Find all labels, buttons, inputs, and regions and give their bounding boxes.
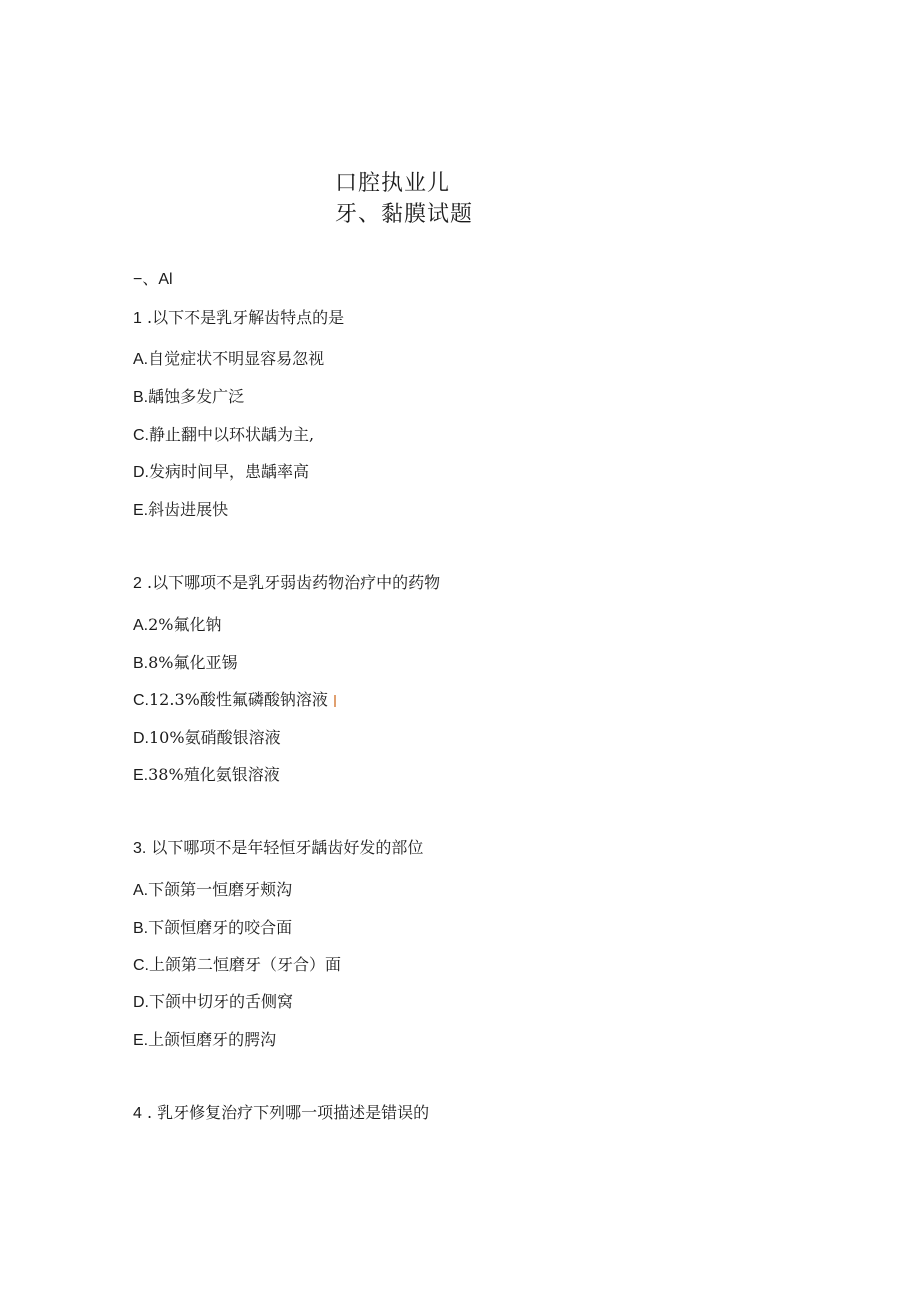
- option-letter: E.: [133, 767, 149, 784]
- q1-option-d: [133, 462, 309, 483]
- option-letter: E.: [133, 1032, 149, 1049]
- q2-option-e: [133, 765, 280, 786]
- option-letter: D.: [133, 464, 149, 481]
- option-text: 下颌第一恒磨牙颊沟: [148, 880, 293, 899]
- option-text: 38%殖化氨银溶液: [148, 765, 280, 784]
- question-text: .以下不是乳牙解齿特点的是: [141, 308, 345, 327]
- option-letter: C.: [133, 692, 149, 709]
- q2-option-b: [133, 653, 238, 674]
- option-letter: E.: [133, 502, 149, 519]
- option-text: 自觉症状不明显容易忽视: [148, 349, 325, 368]
- q1-option-b: [133, 387, 244, 408]
- question-1-stem: [133, 308, 344, 329]
- q3-option-b: [133, 918, 292, 939]
- question-2-stem: [133, 573, 440, 594]
- q2-option-d: [133, 728, 281, 749]
- option-text: 2%氟化钠: [148, 615, 222, 634]
- q3-option-c: [133, 955, 341, 976]
- option-text: 上颌恒磨牙的腭沟: [148, 1030, 277, 1049]
- option-letter: B.: [133, 389, 149, 406]
- option-text: 12.3%酸性氟磷酸钠溶液: [149, 690, 328, 709]
- option-letter: A.: [133, 351, 149, 368]
- option-text: 斜齿进展快: [148, 500, 229, 519]
- question-number: 2: [133, 575, 142, 592]
- document-title-line-1: 口腔执业儿: [335, 171, 451, 196]
- option-text: 静止翻中以环状龋为主,: [149, 425, 315, 444]
- question-text: 以下哪项不是年轻恒牙龋齿好发的部位: [146, 838, 424, 857]
- scan-mark: [334, 695, 336, 707]
- document-title-line-2: 牙、黏膜试题: [335, 202, 474, 227]
- section-heading: −、Al: [133, 271, 173, 288]
- option-letter: B.: [133, 655, 149, 672]
- option-letter: A.: [133, 617, 149, 634]
- question-number: 4: [133, 1105, 142, 1122]
- option-letter: D.: [133, 994, 149, 1011]
- q1-option-a: [133, 349, 324, 370]
- q2-option-c: [133, 690, 336, 711]
- option-text: 发病时间早，患龋率高: [149, 462, 310, 481]
- question-number: 1: [133, 310, 142, 327]
- option-letter: A.: [133, 882, 149, 899]
- q1-option-e: [133, 500, 228, 521]
- option-text: 下颌恒磨牙的咬合面: [148, 918, 293, 937]
- option-text: 龋蚀多发广泛: [148, 387, 245, 406]
- q1-option-c: [133, 425, 314, 446]
- question-text: . 乳牙修复治疗下列哪一项描述是错误的: [141, 1103, 430, 1122]
- option-letter: C.: [133, 957, 149, 974]
- q3-option-d: [133, 992, 293, 1013]
- option-letter: D.: [133, 730, 149, 747]
- q2-option-a: [133, 615, 222, 636]
- option-letter: B.: [133, 920, 149, 937]
- question-3-stem: [133, 838, 423, 859]
- question-number: 3.: [133, 840, 147, 857]
- q3-option-e: [133, 1030, 276, 1051]
- question-text: .以下哪项不是乳牙弱齿药物治疗中的药物: [141, 573, 441, 592]
- question-4-stem: [133, 1103, 429, 1124]
- option-letter: C.: [133, 427, 149, 444]
- option-text: 下颌中切牙的舌侧窝: [149, 992, 294, 1011]
- q3-option-a: [133, 880, 292, 901]
- option-text: 10%氨硝酸银溶液: [149, 728, 281, 747]
- option-text: 上颌第二恒磨牙（牙合）面: [149, 955, 342, 974]
- option-text: 8%氟化亚锡: [148, 653, 238, 672]
